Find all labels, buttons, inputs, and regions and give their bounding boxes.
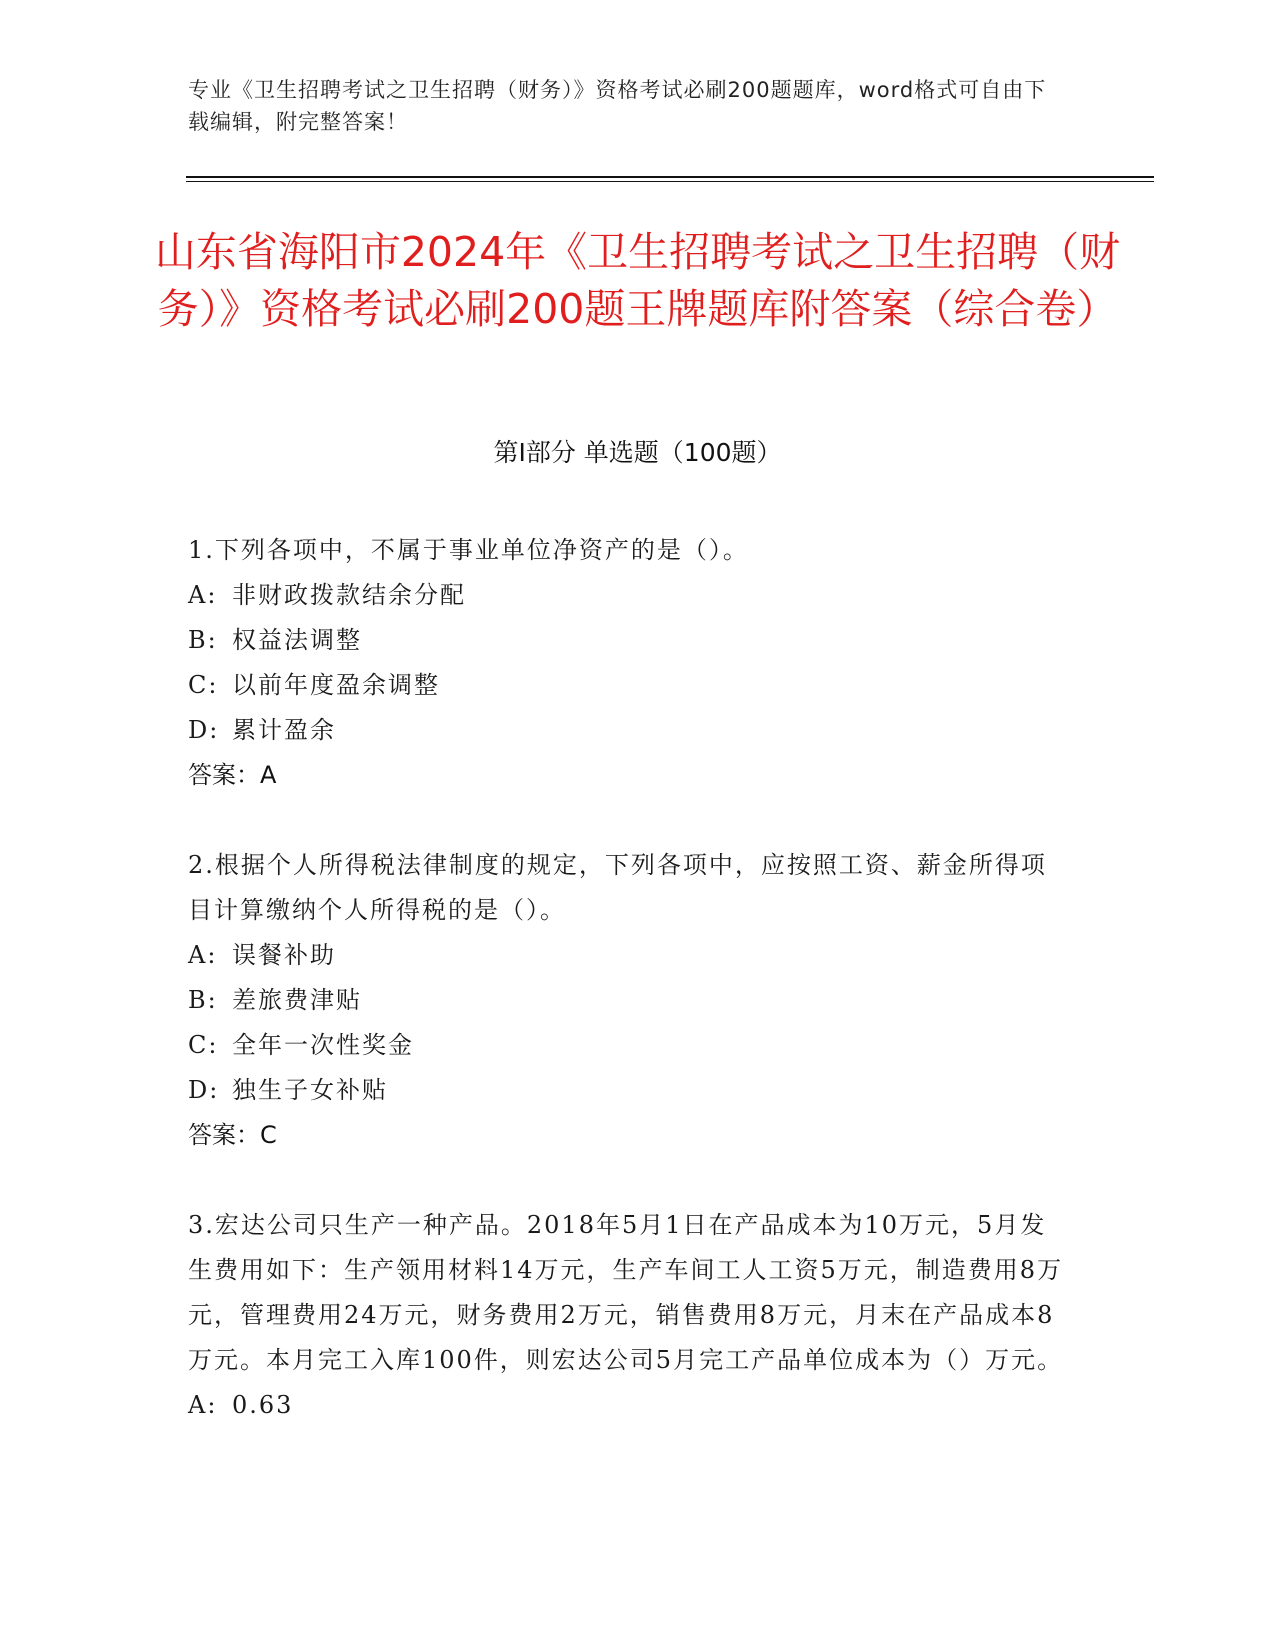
- option-key: B:: [188, 986, 218, 1014]
- header-divider-thin: [186, 181, 1154, 182]
- option-text: 非财政拨款结余分配: [232, 581, 466, 609]
- option-key: C:: [188, 671, 219, 699]
- option-a: [188, 1383, 1068, 1428]
- option-b: [188, 978, 1068, 1023]
- option-text: 差旅费津贴: [232, 986, 362, 1014]
- question-stem: 3.宏达公司只生产一种产品。2018年5月1日在产品成本为10万元，5月发生费用如下：生产领用材料14万元，生产车间工人工资5万元，制造费用8万元，管理费用24万元，财务费用2万元，销售费用8万元，月末在产品成本8万元。本月完工入库100件，则宏达公司5月完工产品单位成本为（）万元。: [188, 1211, 1064, 1374]
- option-key: A:: [188, 581, 218, 609]
- question-stem: 1.下列各项中，不属于事业单位净资产的是（）。: [188, 536, 749, 564]
- option-d: [188, 1068, 1068, 1113]
- option-text: 权益法调整: [232, 626, 362, 654]
- option-text: 累计盈余: [232, 716, 336, 744]
- question-3: [188, 1203, 1068, 1428]
- option-text: 0.63: [232, 1391, 294, 1419]
- option-text: 以前年度盈余调整: [232, 671, 440, 699]
- option-key: D:: [188, 716, 220, 744]
- answer-line: 答案：C: [188, 1121, 277, 1149]
- option-key: D:: [188, 1076, 220, 1104]
- header-note: 专业《卫生招聘考试之卫生招聘（财务）》资格考试必刷200题题库，word格式可自由下载编辑，附完整答案！: [188, 78, 1047, 134]
- option-d: [188, 708, 1068, 753]
- question-2: [188, 843, 1068, 1158]
- option-text: 独生子女补贴: [232, 1076, 388, 1104]
- option-b: [188, 618, 1068, 663]
- document-title: 山东省海阳市2024年《卫生招聘考试之卫生招聘（财务）》资格考试必刷200题王牌题库附答案（综合卷）: [154, 228, 1121, 333]
- option-key: C:: [188, 1031, 219, 1059]
- option-a: [188, 933, 1068, 978]
- option-text: 误餐补助: [232, 941, 336, 969]
- question-1: [188, 528, 1068, 798]
- answer-line: 答案：A: [188, 761, 277, 789]
- option-key: A:: [188, 941, 218, 969]
- option-key: A:: [188, 1391, 218, 1419]
- question-stem: 2.根据个人所得税法律制度的规定，下列各项中，应按照工资、薪金所得项目计算缴纳个人所得税的是（）。: [188, 851, 1047, 924]
- option-c: [188, 1023, 1068, 1068]
- section-heading: 第Ⅰ部分 单选题（100题）: [493, 438, 782, 467]
- option-c: [188, 663, 1068, 708]
- header-divider-thick: [186, 176, 1154, 178]
- question-list: [188, 528, 1068, 1473]
- option-a: [188, 573, 1068, 618]
- option-key: B:: [188, 626, 218, 654]
- option-text: 全年一次性奖金: [232, 1031, 414, 1059]
